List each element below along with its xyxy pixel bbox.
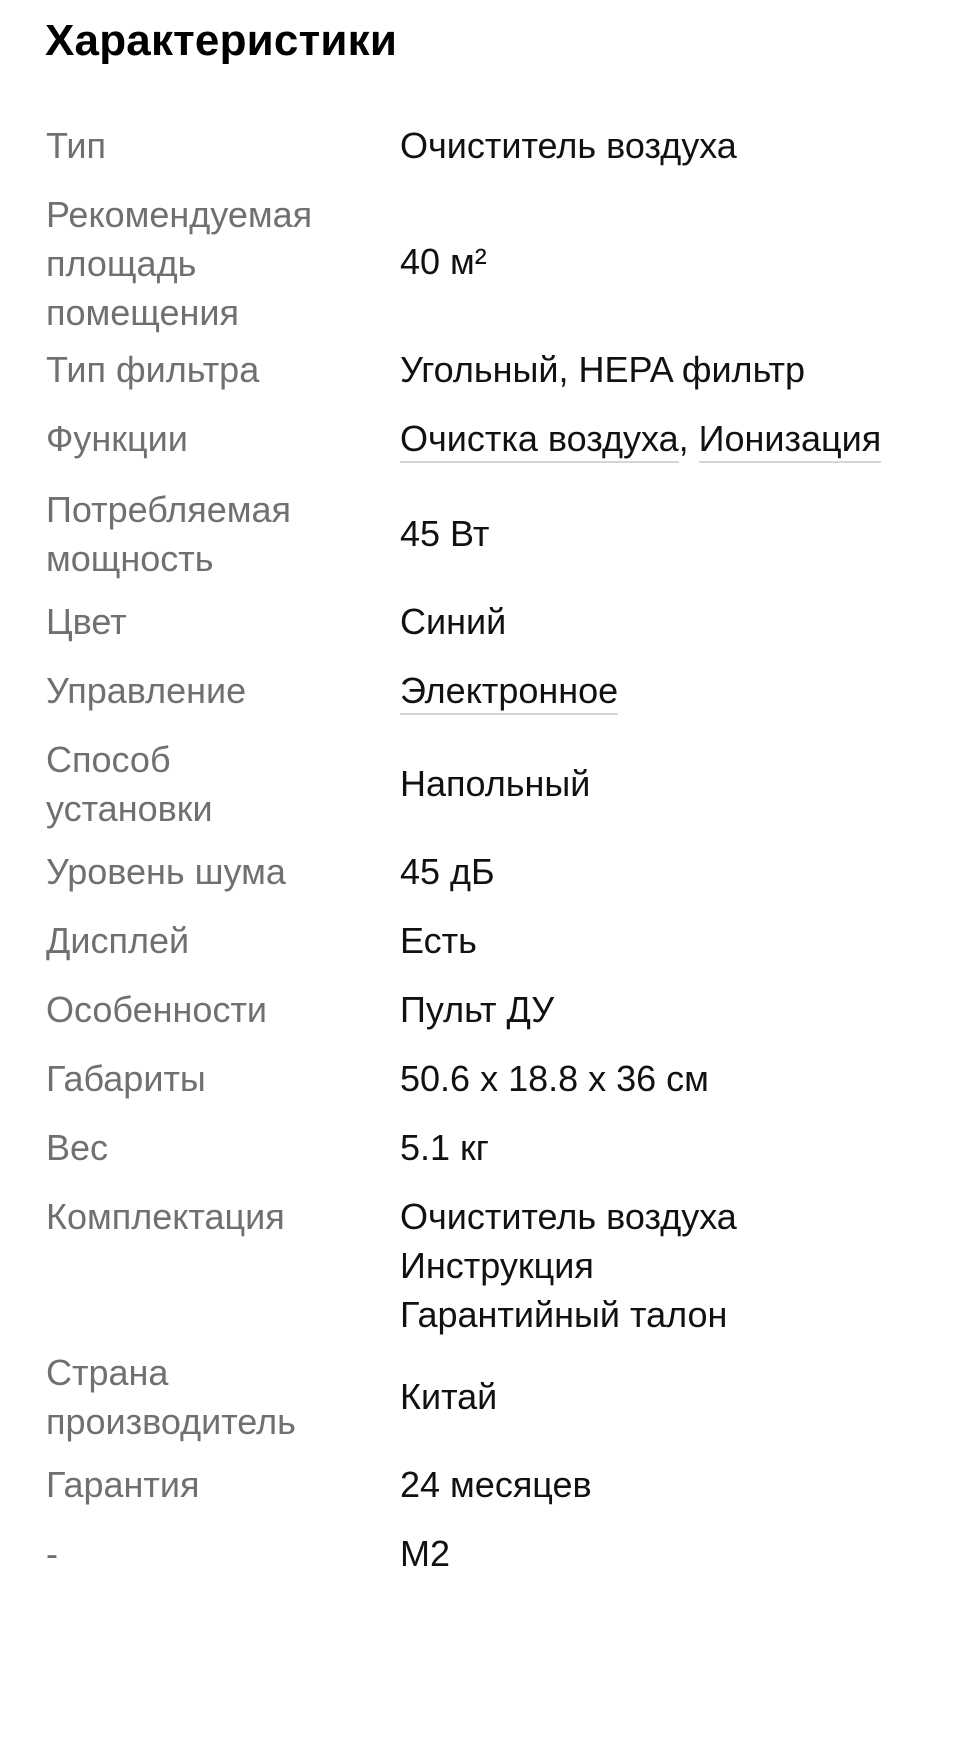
- spec-value-line: 5.1 кг: [400, 1127, 489, 1168]
- spec-label: [46, 1529, 376, 1578]
- spec-label: [46, 345, 376, 394]
- spec-value: [400, 597, 940, 646]
- spec-label-line: установки: [46, 788, 213, 829]
- spec-label-line: Цвет: [46, 601, 127, 642]
- spec-value-links: [400, 666, 940, 715]
- spec-label-line: помещения: [46, 292, 240, 333]
- link-separator: ,: [678, 418, 699, 459]
- spec-label-line: Тип: [46, 125, 107, 166]
- spec-value-line: Инструкция: [400, 1245, 594, 1286]
- spec-value: [400, 847, 940, 896]
- spec-value-link[interactable]: Очистка воздуха: [400, 418, 679, 463]
- spec-label-line: -: [46, 1533, 58, 1574]
- spec-label: [46, 414, 376, 463]
- spec-value-line: Напольный: [400, 763, 591, 804]
- spec-value-line: Пульт ДУ: [400, 989, 555, 1030]
- spec-label: [46, 190, 376, 337]
- spec-value-line: 50.6 x 18.8 x 36 см: [400, 1058, 709, 1099]
- spec-value-line: Есть: [400, 920, 477, 961]
- spec-label-line: Тип фильтра: [46, 349, 260, 390]
- spec-value: [400, 666, 940, 715]
- spec-label: [46, 1192, 376, 1241]
- spec-value-line: Угольный, HEPA фильтр: [400, 349, 806, 390]
- spec-label-line: Страна: [46, 1352, 169, 1393]
- spec-label-line: Гарантия: [46, 1464, 200, 1505]
- spec-label: [46, 597, 376, 646]
- spec-label-line: Функции: [46, 418, 188, 459]
- spec-label: [46, 735, 376, 833]
- spec-label-line: Габариты: [46, 1058, 206, 1099]
- spec-label-line: Уровень шума: [46, 851, 286, 892]
- spec-value-line: Китай: [400, 1376, 498, 1417]
- spec-value-line: Очиститель воздуха: [400, 125, 737, 166]
- spec-label-line: Комплектация: [46, 1196, 285, 1237]
- spec-label: [46, 666, 376, 715]
- spec-value: [400, 1529, 940, 1578]
- spec-label: [46, 1460, 376, 1509]
- spec-label: [46, 847, 376, 896]
- spec-value: [400, 237, 940, 286]
- spec-label-line: Дисплей: [46, 920, 190, 961]
- spec-label-line: площадь: [46, 243, 197, 284]
- spec-label: [46, 485, 376, 583]
- spec-value: [400, 1460, 940, 1509]
- spec-value: [400, 985, 940, 1034]
- spec-value: [400, 1372, 940, 1421]
- spec-label-line: Вес: [46, 1127, 109, 1168]
- spec-label-line: Особенности: [46, 989, 268, 1030]
- spec-value-line: 45 Вт: [400, 513, 490, 554]
- spec-value: [400, 345, 940, 394]
- spec-label: [46, 1123, 376, 1172]
- spec-value-line: 24 месяцев: [400, 1464, 592, 1505]
- spec-value-links: [400, 414, 940, 463]
- spec-label: [46, 916, 376, 965]
- spec-value: [400, 916, 940, 965]
- spec-label-line: Рекомендуемая: [46, 194, 313, 235]
- spec-label-line: мощность: [46, 538, 214, 579]
- spec-value-link[interactable]: Ионизация: [699, 418, 882, 463]
- spec-label: [46, 1348, 376, 1446]
- spec-label-line: Потребляемая: [46, 489, 292, 530]
- spec-value: [400, 1123, 940, 1172]
- spec-value: [400, 414, 940, 463]
- spec-value-line: M2: [400, 1533, 451, 1574]
- spec-label: [46, 985, 376, 1034]
- spec-label: [46, 1054, 376, 1103]
- spec-value: [400, 1192, 940, 1339]
- spec-value-line: Синий: [400, 601, 507, 642]
- page-title: Характеристики: [45, 16, 398, 65]
- spec-value: [400, 509, 940, 558]
- spec-value: [400, 121, 940, 170]
- spec-value: [400, 1054, 940, 1103]
- spec-value-line: Гарантийный талон: [400, 1294, 728, 1335]
- spec-label-line: Способ: [46, 739, 171, 780]
- spec-value-line: 40 м²: [400, 241, 487, 282]
- spec-value-line: Очиститель воздуха: [400, 1196, 737, 1237]
- spec-label-line: производитель: [46, 1401, 296, 1442]
- spec-label: [46, 121, 376, 170]
- spec-value-link[interactable]: Электронное: [400, 670, 618, 715]
- spec-value: [400, 759, 940, 808]
- spec-label-line: Управление: [46, 670, 247, 711]
- spec-value-line: 45 дБ: [400, 851, 495, 892]
